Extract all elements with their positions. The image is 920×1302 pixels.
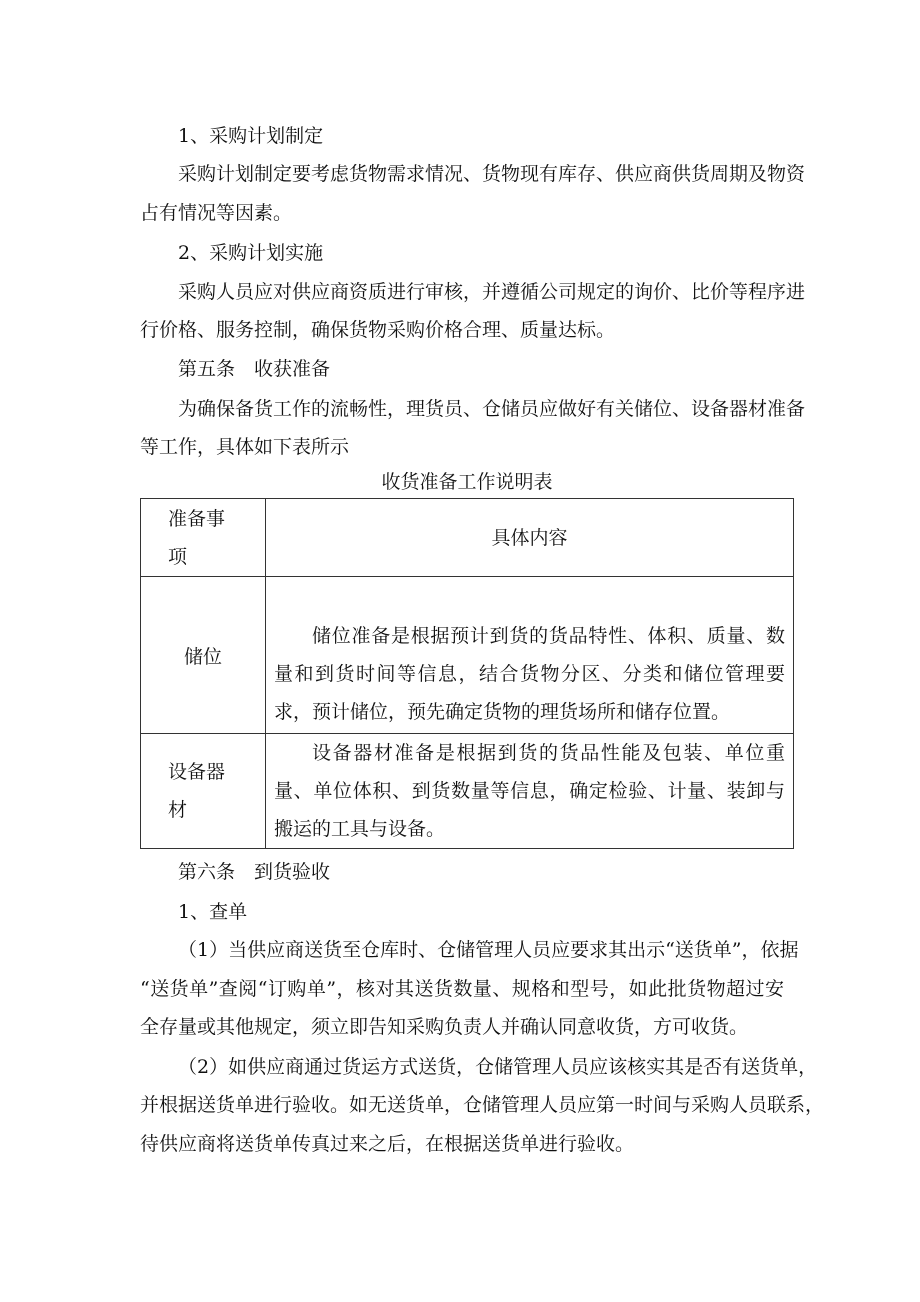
table-row: [141, 577, 794, 734]
paragraph-line: 并根据送货单进行验收。如无送货单，仓储管理人员应第一时间与采购人员联系，: [140, 1094, 825, 1116]
paragraph-line: 全存量或其他规定，须立即告知采购负责人并确认同意收货，方可收货。: [140, 1016, 749, 1038]
row-content-text: 储位准备是根据预计到货的货品特性、体积、质量、数量和到货时间等信息，结合货物分区、分类和储位管理要求，预计储位，预先确定货物的理货场所和储存位置。: [274, 625, 785, 723]
table-row: [141, 734, 794, 849]
paragraph-line: （1）当供应商送货至仓库时、仓储管理人员应要求其出示“送货单”，依据: [178, 939, 799, 961]
heading-check-documents: 1、查单: [178, 901, 248, 923]
row-item-cell: [141, 734, 266, 849]
row-content-text: 设备器材准备是根据到货的货品性能及包装、单位重量、单位体积、到货数量等信息，确定检验、计量、装卸与搬运的工具与设备。: [274, 742, 785, 840]
paragraph-line: 待供应商将送货单传真过来之后，在根据送货单进行验收。: [140, 1133, 635, 1155]
paragraph-line: 占有情况等因素。: [140, 202, 293, 224]
paragraph-line: （2）如供应商通过货运方式送货，仓储管理人员应该核实其是否有送货单，: [178, 1056, 818, 1078]
row-content-cell: [266, 734, 794, 849]
preparation-table: [140, 498, 794, 849]
paragraph-line: 行价格、服务控制，确保货物采购价格合理、质量达标。: [140, 319, 616, 341]
paragraph-line: 采购计划制定要考虑货物需求情况、货物现有库存、供应商供货周期及物资: [178, 163, 806, 185]
row-content-cell: [266, 577, 794, 734]
header-cell-item: [141, 499, 266, 577]
article-six-heading: 第六条 到货验收: [178, 861, 331, 883]
paragraph-line: “送货单”查阅“订购单”，核对其送货数量、规格和型号，如此批货物超过安: [140, 978, 784, 1000]
heading-plan-implementation: 2、采购计划实施: [178, 242, 324, 264]
heading-plan-formulation: 1、采购计划制定: [178, 125, 324, 147]
paragraph-line: 为确保备货工作的流畅性，理货员、仓储员应做好有关储位、设备器材准备: [178, 398, 806, 420]
header-item-label: 准备事项: [168, 507, 226, 568]
table-header-row: [141, 499, 794, 577]
row-item-label: 设备器材: [168, 761, 226, 821]
table-caption: 收货准备工作说明表: [381, 471, 553, 493]
article-five-heading: 第五条 收获准备: [178, 358, 331, 380]
header-cell-content: 具体内容: [266, 499, 794, 577]
row-item-cell: 储位: [141, 577, 266, 734]
paragraph-line: 采购人员应对供应商资质进行审核，并遵循公司规定的询价、比价等程序进: [178, 281, 806, 303]
paragraph-line: 等工作，具体如下表所示: [140, 436, 350, 458]
